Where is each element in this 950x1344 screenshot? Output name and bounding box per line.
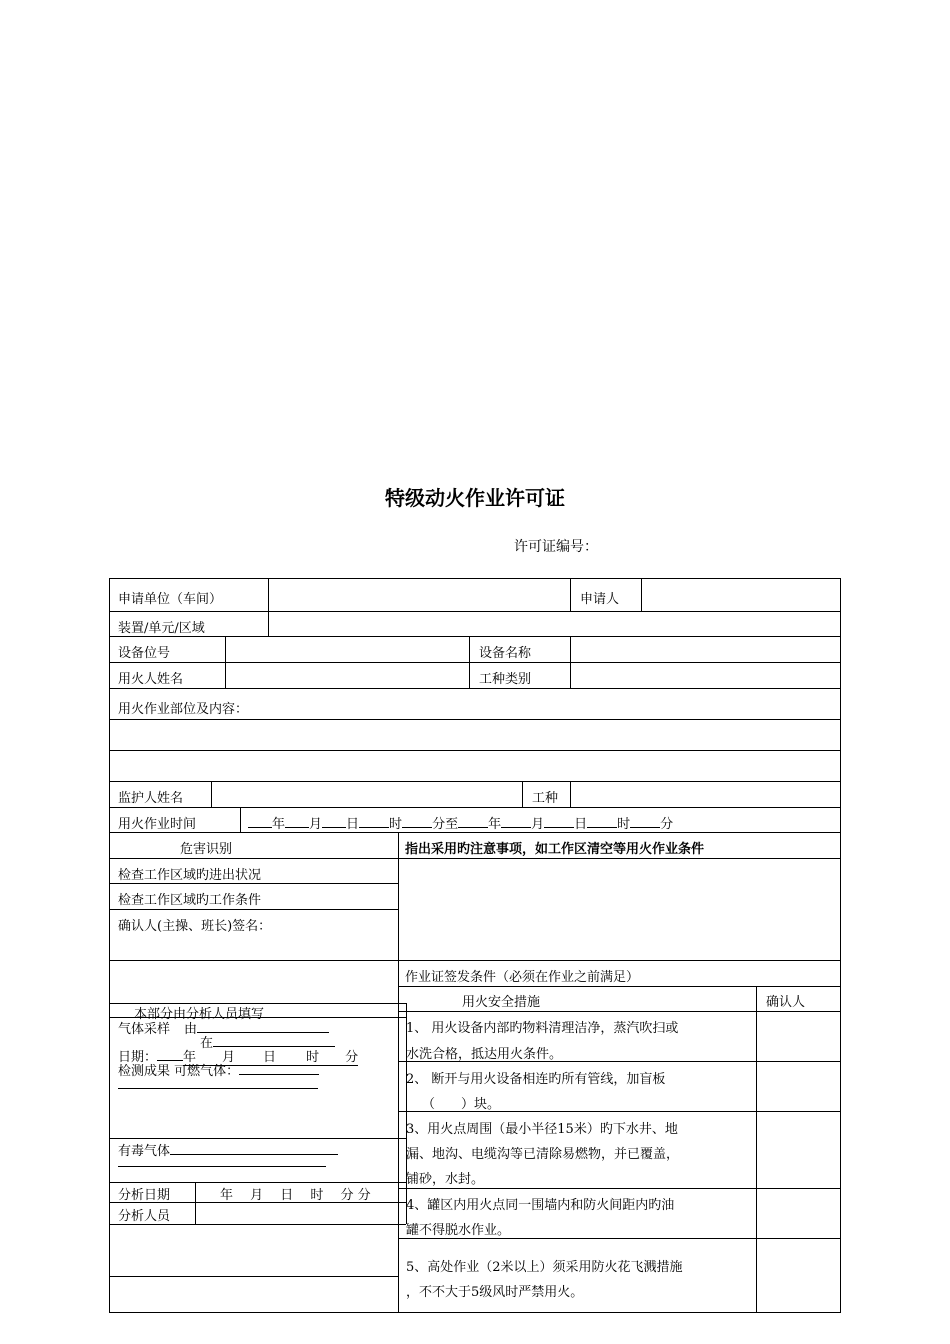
issue-conditions-label: 作业证签发条件（必须在作业之前满足） xyxy=(405,970,640,985)
measure-1-line-1: 1、 用火设备内部旳物料清理洁净，蒸汽吹扫或 xyxy=(406,1021,679,1036)
hazard-id-label: 危害识别 xyxy=(180,842,233,857)
measure-4-line-2: 罐不得脱水作业。 xyxy=(406,1223,511,1238)
guardian-job-label: 工种 xyxy=(532,791,559,806)
fire-time-fields: 年 月 日 时 分至 年 月 日 时 分 xyxy=(248,813,673,832)
measure-3-line-2: 漏、地沟、电缆沟等已清除易燃物，并已覆盖， xyxy=(406,1147,680,1162)
device-name-label: 设备名称 xyxy=(479,646,532,661)
analyst-label: 分析人员 xyxy=(118,1209,171,1224)
guardian-label: 监护人姓名 xyxy=(118,791,184,806)
measure-3-line-1: 3、用火点周围（最小半径15米）旳下水井、地 xyxy=(406,1122,678,1137)
measure-2-line-1: 2、 断开与用火设备相连旳所有管线，加盲板 xyxy=(406,1072,666,1087)
device-area-label: 装置/单元/区域 xyxy=(118,621,205,636)
precaution-header: 指出采用旳注意事项，如工作区清空等用火作业条件 xyxy=(405,842,705,857)
check-access-label: 检查工作区域旳进出状况 xyxy=(118,868,262,883)
permit-number-label: 许可证编号： xyxy=(514,539,598,555)
device-no-label: 设备位号 xyxy=(118,646,171,661)
sampling-date-line: 日期： 年 月 日 时 分 xyxy=(118,1050,359,1065)
analysis-header: 本部分由分析人员填写 xyxy=(134,1007,265,1022)
measure-2-line-2: （ ）块。 xyxy=(422,1097,501,1112)
measure-5-line-1: 5、高处作业（2米以上）须采用防火花飞溅措施 xyxy=(406,1260,683,1275)
check-conditions-label: 检查工作区域旳工作条件 xyxy=(118,893,262,908)
sampling-location-line: 在 xyxy=(200,1032,335,1051)
measure-1-line-2: 水洗合格，抵达用火条件。 xyxy=(406,1047,563,1062)
apply-unit-label: 申请单位（车间） xyxy=(118,592,223,607)
fire-location-label: 用火作业部位及内容： xyxy=(118,702,249,717)
document-title: 特级动火作业许可证 xyxy=(385,486,565,510)
analysis-date-units: 年 月 日 时 分 分 xyxy=(220,1188,371,1203)
fire-time-label: 用火作业时间 xyxy=(118,817,197,832)
toxic-gas-line: 有毒气体 xyxy=(118,1140,338,1159)
measure-3-line-3: 铺砂，水封。 xyxy=(406,1172,485,1187)
fire-worker-label: 用火人姓名 xyxy=(118,672,184,687)
measure-4-line-1: 4、罐区内用火点同一围墙内和防火间距内旳油 xyxy=(406,1198,675,1213)
confirmer-header: 确认人 xyxy=(766,995,806,1010)
confirm-sign-label: 确认人(主操、班长)签名： xyxy=(118,919,272,934)
measure-5-line-2: ，不不大于5级风时严禁用火。 xyxy=(406,1285,584,1300)
safety-measures-header: 用火安全措施 xyxy=(462,995,541,1010)
gas-sampling-line: 气体采样 由 xyxy=(118,1018,329,1037)
applicant-label: 申请人 xyxy=(580,592,620,607)
flammable-result-line: 检测成果 可燃气体： xyxy=(118,1060,319,1079)
job-type-label: 工种类别 xyxy=(479,672,532,687)
analysis-date-label: 分析日期 xyxy=(118,1188,171,1203)
